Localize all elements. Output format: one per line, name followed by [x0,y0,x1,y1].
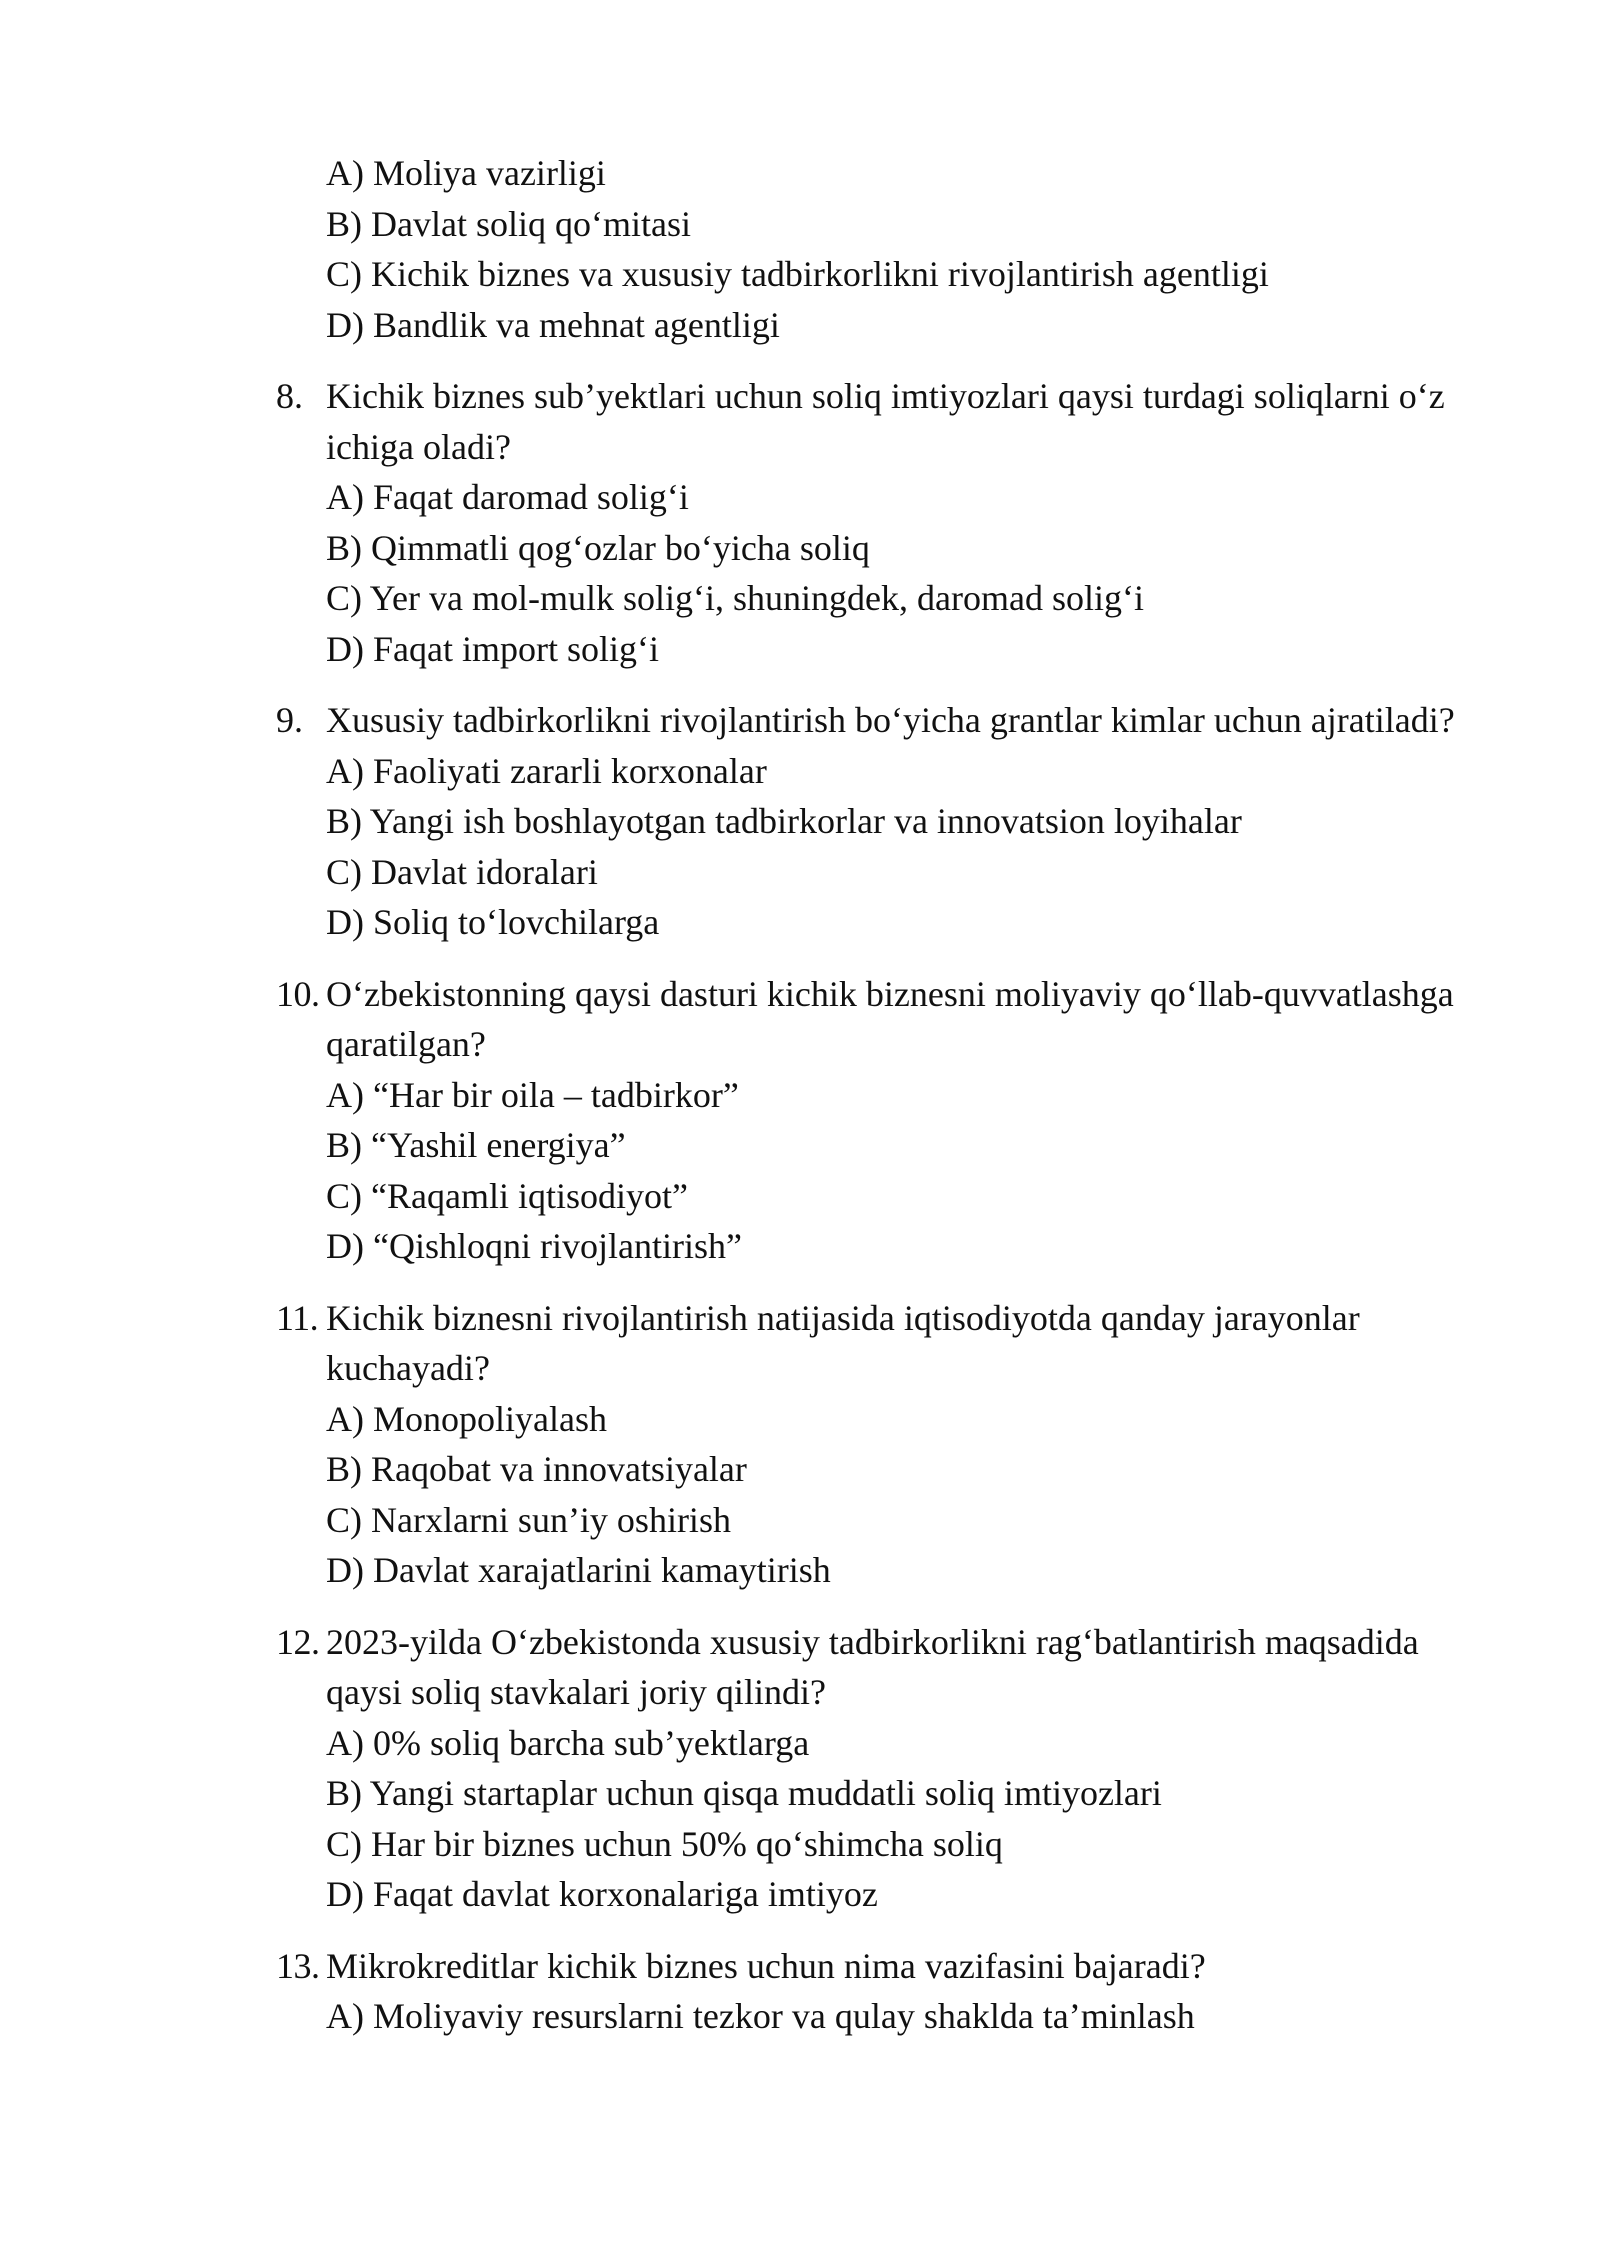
option-a: A) Monopoliyalash [326,1398,607,1439]
question-number: 9. [276,700,303,740]
question-8 [276,371,1496,674]
option-b: B) Raqobat va innovatsiyalar [326,1449,747,1489]
option-c: C) Narxlarni sun’iy oshirish [326,1499,731,1540]
question-12 [276,1617,1496,1920]
option-d: D) Bandlik va mehnat agentligi [326,304,780,345]
question-13 [276,1941,1496,2042]
option-d: D) Davlat xarajatlarini kamaytirish [326,1550,831,1590]
option-a: A) Moliya vazirligi [326,153,606,193]
question-list [276,148,1496,2042]
question-text: Xususiy tadbirkorlikni rivojlantirish bo‘yicha grantlar kimlar uchun ajratiladi? [326,700,1455,740]
option-c: C) Kichik biznes va xususiy tadbirkorlikni rivojlantirish agentligi [326,254,1269,294]
option-c: C) Har bir biznes uchun 50% qo‘shimcha soliq [326,1823,1003,1864]
option-a: A) Faqat daromad solig‘i [326,477,689,517]
option-a: A) 0% soliq barcha sub’yektlarga [326,1722,810,1763]
option-d: D) Faqat import solig‘i [326,628,659,669]
option-a: A) Faoliyati zararli korxonalar [326,750,767,791]
option-d: D) Soliq to‘lovchilarga [326,902,660,942]
option-c: C) “Raqamli iqtisodiyot” [326,1175,688,1216]
question-text: Mikrokreditlar kichik biznes uchun nima vazifasini bajaradi? [326,1945,1206,1986]
option-d: D) “Qishloqni rivojlantirish” [326,1226,742,1266]
option-b: B) Qimmatli qog‘ozlar bo‘yicha soliq [326,527,870,568]
option-a: A) Moliyaviy resurslarni tezkor va qulay shaklda ta’minlash [326,1996,1195,2036]
question-9 [276,695,1496,948]
option-b: B) Davlat soliq qo‘mitasi [326,203,691,244]
option-c: C) Davlat idoralari [326,851,598,892]
lead-options [276,148,1496,350]
question-number: 12. [276,1621,320,1662]
question-number: 10. [276,973,320,1014]
option-b: B) Yangi ish boshlayotgan tadbirkorlar va innovatsion loyihalar [326,801,1242,841]
question-11 [276,1293,1496,1596]
question-number: 11. [276,1297,319,1338]
question-number: 8. [276,376,303,416]
option-d: D) Faqat davlat korxonalariga imtiyoz [326,1874,878,1914]
question-text: Kichik biznesni rivojlantirish natijasida iqtisodiyotda qanday jarayonlar kuchayadi? [326,1297,1360,1388]
question-text: O‘zbekistonning qaysi dasturi kichik biznesni moliyaviy qo‘llab-quvvatlashga qaratilgan? [326,973,1454,1064]
option-c: C) Yer va mol-mulk solig‘i, shuningdek, daromad solig‘i [326,578,1144,618]
question-text: Kichik biznes sub’yektlari uchun soliq imtiyozlari qaysi turdagi soliqlarni o‘z ichiga oladi? [326,376,1445,467]
question-text: 2023-yilda O‘zbekistonda xususiy tadbirkorlikni rag‘batlantirish maqsadida qaysi soliq stavkalari joriy qilindi? [326,1621,1419,1712]
option-b: B) “Yashil energiya” [326,1125,626,1165]
option-a: A) “Har bir oila – tadbirkor” [326,1074,739,1115]
question-10 [276,969,1496,1272]
question-number: 13. [276,1945,320,1986]
option-b: B) Yangi startaplar uchun qisqa muddatli soliq imtiyozlari [326,1773,1162,1813]
